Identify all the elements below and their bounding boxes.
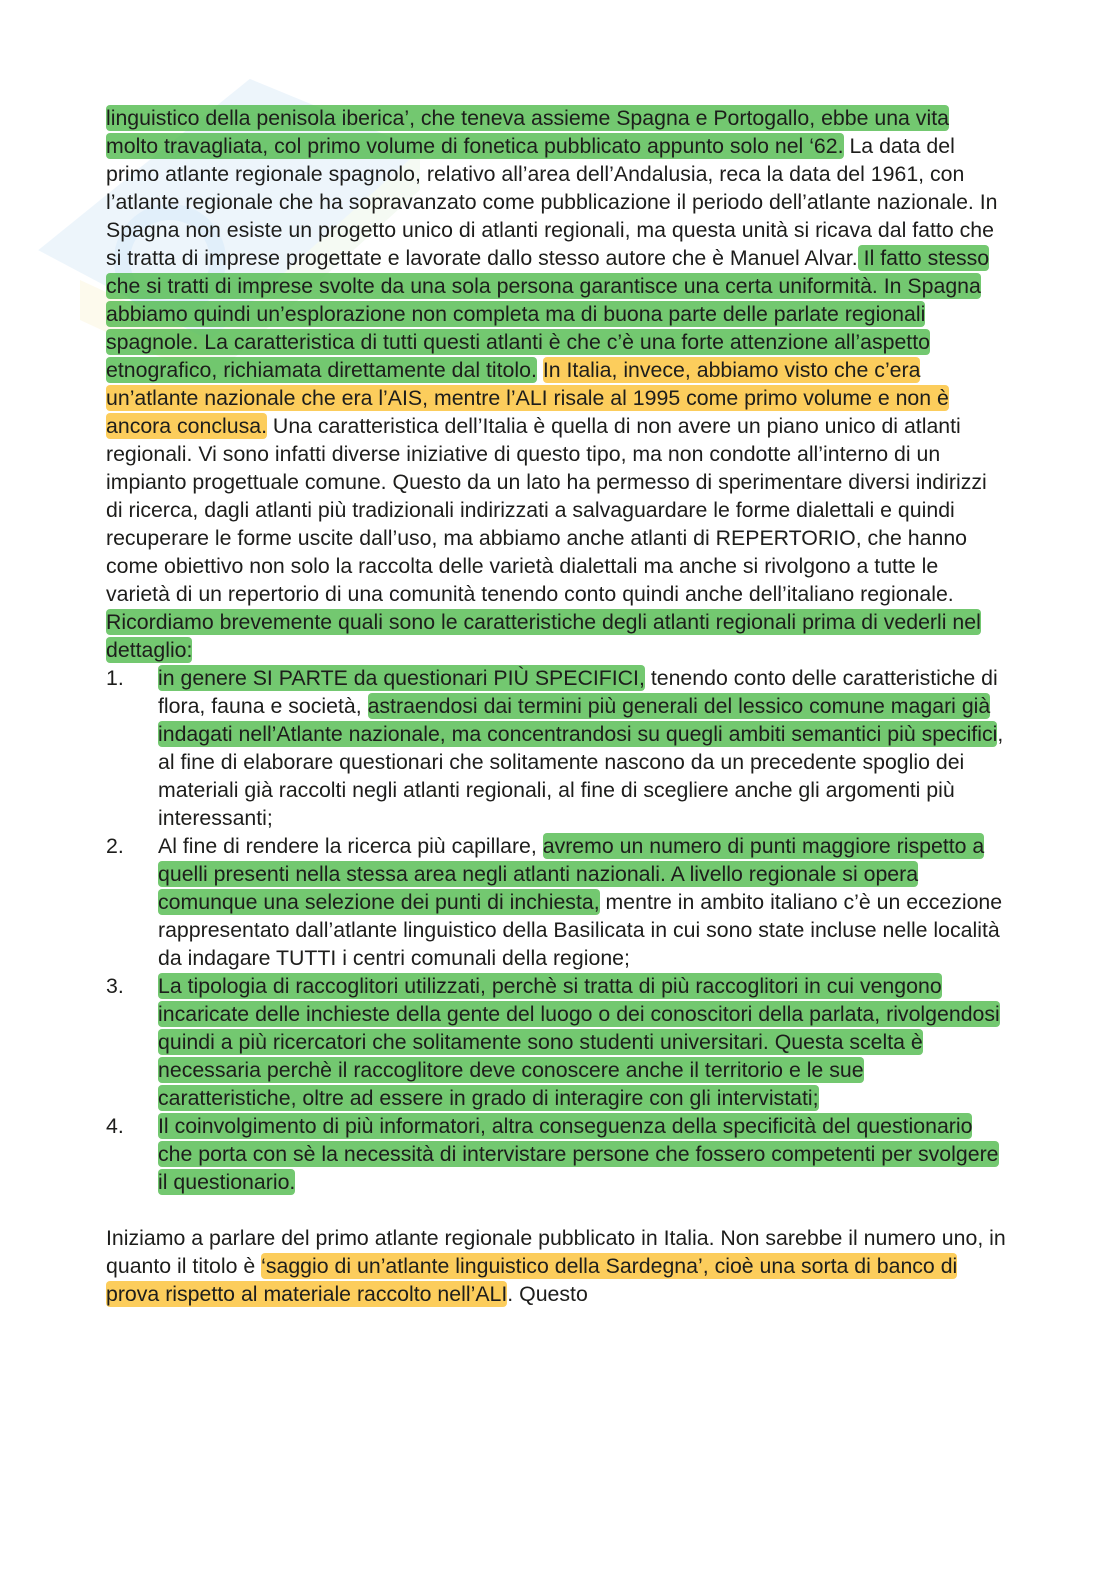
list-item: [106, 1112, 1006, 1196]
highlight-green: Il coinvolgimento di più informatori, altra conseguenza della specificità del questionario che porta con sè la necessità di intervistare persone che fossero competenti per svolgere il questionario.: [158, 1114, 999, 1194]
list-item: [106, 972, 1006, 1112]
text-run: . Questo: [507, 1282, 588, 1306]
text-run: Una caratteristica dell’Italia è quella di non avere un piano unico di atlanti regionali. Vi sono infatti diverse iniziative di questo tipo, ma non condotte all’interno di un impianto progettuale comune. Questo da un lato ha permesso di sperimentare diversi indirizzi di ricerca, dagli atlanti più tradizionali indirizzati a salvaguardare le forme dialettali e quindi recuperare le forme uscite dall’uso, ma abbiamo anche atlanti di REPERTORIO, che hanno come obiettivo non solo la raccolta delle varietà dialettali ma anche si rivolgono a tutte le varietà di un repertorio di una comunità tenendo conto quindi anche dell’italiano regionale.: [106, 414, 987, 606]
highlight-green: astraendosi dai termini più generali del lessico comune magari già indagati nell’Atlante nazionale, ma concentrandosi su quegli ambiti semantici più specifici: [158, 694, 998, 746]
highlight-yellow: In Italia, invece, abbiamo visto che c’era un’atlante nazionale che era l’AIS, mentre l’ALI risale al 1995 come primo volume e non è ancora conclusa.: [106, 358, 949, 438]
text-run: Iniziamo a parlare del primo atlante regionale pubblicato in Italia. Non sarebbe il numero uno, in quanto il titolo è: [106, 1226, 1006, 1278]
text-run: tenendo conto delle caratteristiche di flora, fauna e società,: [158, 666, 998, 718]
text-run: La data del primo atlante regionale spagnolo, relativo all’area dell’Andalusia, reca la data del 1961, con l’atlante regionale che ha sopravanzato come pubblicazione il periodo dell’atlante nazionale. In Spagna non esiste un progetto unico di atlanti regionali, ma questa unità si ricava dal fatto che si tratta di imprese progettate e lavorate dallo stesso autore che è Manuel Alvar.: [106, 134, 998, 270]
list-number: 2.: [106, 834, 124, 858]
list-number: 3.: [106, 974, 124, 998]
paragraph-gap: [106, 1196, 1006, 1224]
document-page: [106, 104, 1006, 1308]
text-run: Al fine di rendere la ricerca più capillare,: [158, 834, 543, 858]
paragraph-sardinia: [106, 1224, 1006, 1308]
list-number: 1.: [106, 666, 124, 690]
highlight-green: La tipologia di raccoglitori utilizzati, perchè si tratta di più raccoglitori in cui vengono incaricate delle inchieste della gente del luogo o dei conoscitori della parlata, rivolgendosi quindi a più ricercatori che solitamente sono studenti universitari. Questa scelta è necessaria perchè il raccoglitore deve conoscere anche il territorio e le sue caratteristiche, oltre ad essere in grado di interagire con gli intervistati;: [158, 974, 1000, 1110]
highlight-green: in genere SI PARTE da questionari PIÙ SPECIFICI,: [158, 666, 645, 690]
paragraph-intro-list: [106, 608, 1006, 664]
list-number: 4.: [106, 1114, 124, 1138]
text-run: mentre in ambito italiano c’è un eccezione rappresentato dall’atlante linguistico della Basilicata in cui sono state incluse nelle località da indagare TUTTI i centri comunali della regione;: [158, 890, 1003, 970]
highlight-green: linguistico della penisola iberica’, che teneva assieme Spagna e Portogallo, ebbe una vita molto travagliata, col primo volume di fonetica pubblicato appunto solo nel ‘62.: [106, 106, 949, 158]
highlight-green: Il fatto stesso che si tratti di imprese svolte da una sola persona garantisce una certa uniformità. In Spagna abbiamo quindi un’esplorazione non completa ma di buona parte delle parlate regionali spagnole. La caratteristica di tutti questi atlanti è che c’è una forte attenzione all’aspetto etnografico, richiamata direttamente dal titolo.: [106, 246, 990, 382]
list-item: [106, 664, 1006, 832]
numbered-list: [106, 664, 1006, 1196]
list-item: [106, 832, 1006, 972]
highlight-yellow: ‘saggio di un’atlante linguistico della Sardegna’, cioè una sorta di banco di prova rispetto al materiale raccolto nell’ALI: [106, 1254, 958, 1306]
highlight-green: avremo un numero di punti maggiore rispetto a quelli presenti nella stessa area negli atlanti nazionali. A livello regionale si opera comunque una selezione dei punti di inchiesta,: [158, 834, 985, 914]
text-run: , al fine di elaborare questionari che solitamente nascono da un precedente spoglio dei materiali già raccolti negli atlanti regionali, al fine di scegliere anche gli argomenti più interessanti;: [158, 722, 1004, 830]
paragraph-spain-italy: [106, 104, 1006, 608]
highlight-green: Ricordiamo brevemente quali sono le caratteristiche degli atlanti regionali prima di vederli nel dettaglio:: [106, 610, 981, 662]
